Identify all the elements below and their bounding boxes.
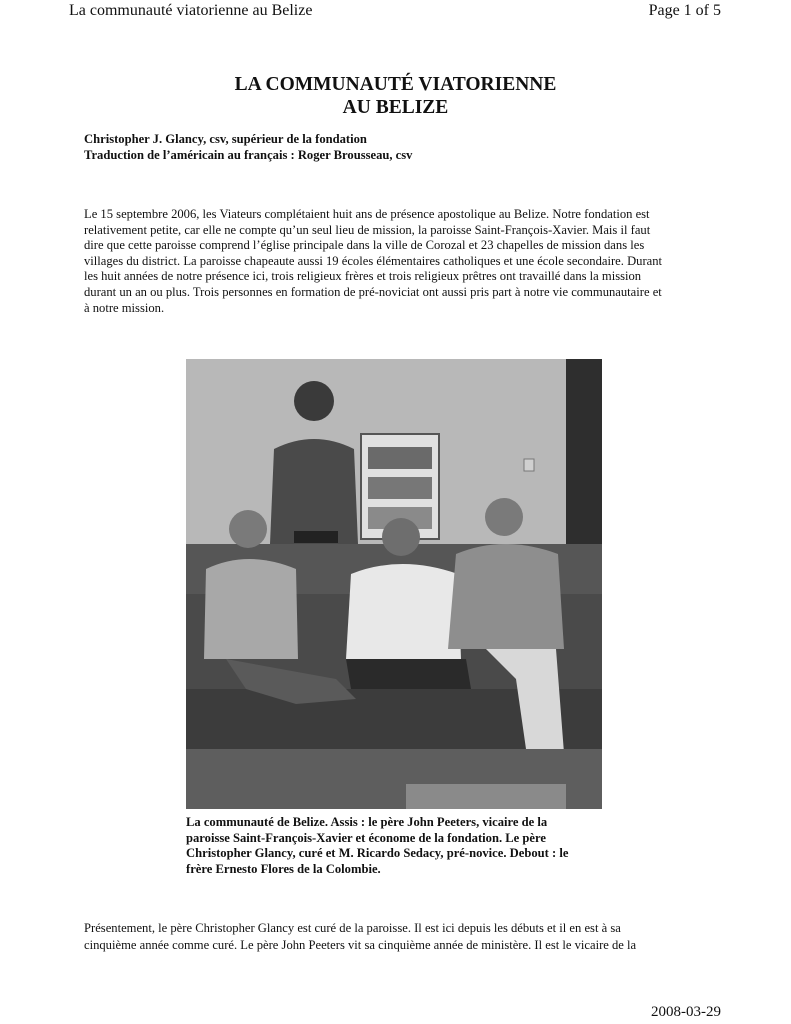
intro-line: dire que cette paroisse comprend l’église principale dans la ville de Corozal et 23 chapelles de mission dans les xyxy=(84,238,645,253)
body-line: Présentement, le père Christopher Glancy est curé de la paroisse. Il est ici depuis les débuts et il en est à sa xyxy=(84,921,621,935)
intro-line: Le 15 septembre 2006, les Viateurs complétaient huit ans de présence apostolique au Belize. Notre fondation est xyxy=(84,207,650,221)
body-line: cinquième année comme curé. Le père John Peeters vit sa cinquième année de ministère. Il est le vicaire de la xyxy=(84,938,637,952)
intro-paragraph xyxy=(84,207,704,316)
group-photo-illustration xyxy=(186,359,602,809)
page-indicator: Page 1 of 5 xyxy=(648,2,721,19)
author-line: Christopher J. Glancy, csv, supérieur de la fondation xyxy=(84,132,367,146)
document-title-line-2: AU BELIZE xyxy=(342,97,449,118)
running-header-title: La communauté viatorienne au Belize xyxy=(69,2,313,19)
intro-line: les huit années de notre présence ici, trois religieux frères et trois religieux prêtres ont travaillé dans la mission xyxy=(84,269,642,284)
caption-line: frère Ernesto Flores de la Colombie. xyxy=(186,861,381,876)
intro-line: villages du district. La paroisse chapeaute aussi 19 écoles élémentaires catholiques et une école secondaire. Durant xyxy=(84,253,663,268)
group-photo xyxy=(186,359,602,809)
intro-line: relativement petite, car elle ne compte qu’un seul lieu de mission, la paroisse Saint-François-Xavier. Mais il faut xyxy=(84,222,651,237)
photo-caption xyxy=(186,815,568,877)
document-title-line-1: LA COMMUNAUTÉ VIATORIENNE xyxy=(234,74,557,95)
caption-line: La communauté de Belize. Assis : le père John Peeters, vicaire de la xyxy=(186,815,548,829)
intro-line: durant un an ou plus. Trois personnes en formation de pré-noviciat ont aussi pris part à notre vie communautaire et xyxy=(84,284,662,299)
caption-line: paroisse Saint-François-Xavier et économe de la fondation. Le père xyxy=(186,830,546,845)
byline xyxy=(84,131,412,163)
translator-line: Traduction de l’américain au français : Roger Brousseau, csv xyxy=(84,148,413,162)
document-title xyxy=(0,73,791,119)
body-paragraph xyxy=(84,920,636,954)
intro-line: à notre mission. xyxy=(84,300,165,315)
footer-date: 2008-03-29 xyxy=(651,1004,721,1020)
caption-line: Christopher Glancy, curé et M. Ricardo Sedacy, pré-novice. Debout : le xyxy=(186,846,569,861)
